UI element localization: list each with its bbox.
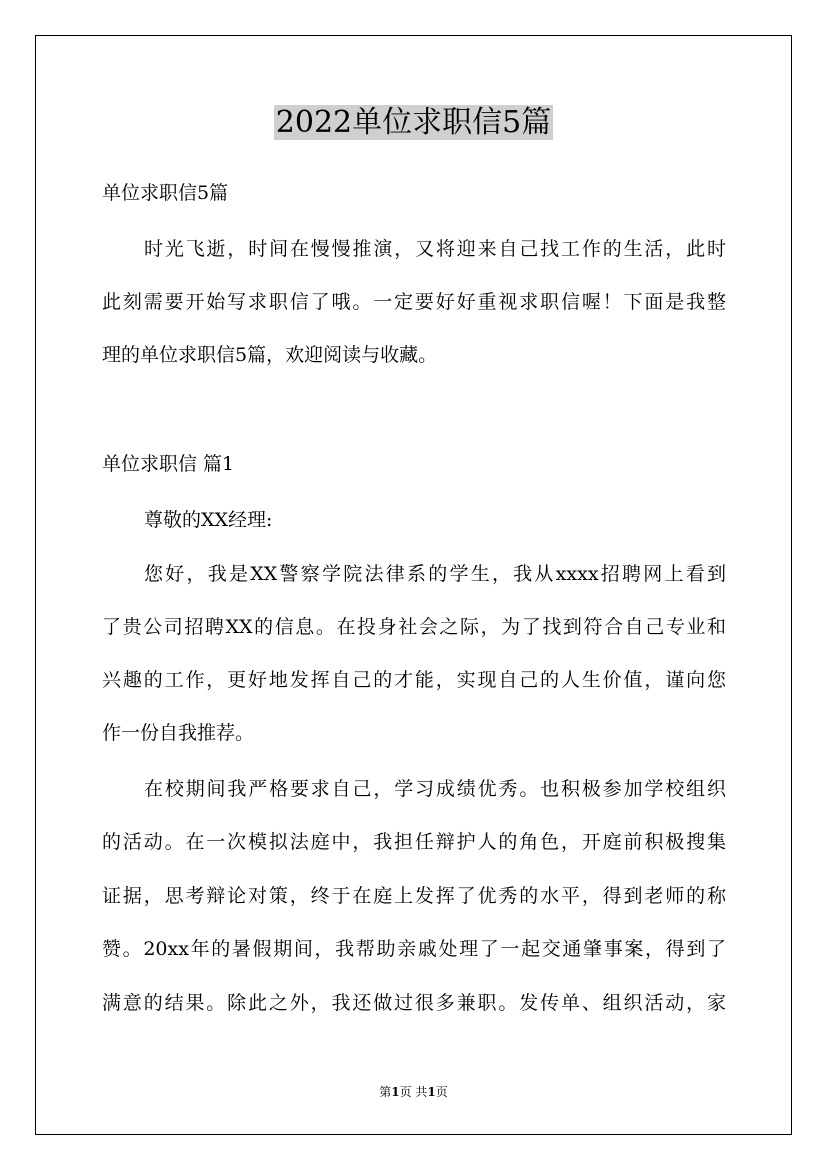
body-line: 作一份自我推荐。 [102,722,255,744]
current-page-number: 1 [391,1085,400,1099]
body-line: 您好，我是XX警察学院法律系的学生，我从xxxx招聘网上看到 [144,563,726,585]
page-footer [0,1084,827,1100]
subtitle: 单位求职信5篇 [102,182,229,204]
title-highlight: 2022单位求职信5篇 [275,105,552,140]
intro-line: 理的单位求职信5篇，欢迎阅读与收藏。 [102,344,438,366]
footer-mid: 页 共 [399,1085,428,1099]
section-heading: 单位求职信 篇1 [102,453,235,475]
total-page-number: 1 [427,1085,436,1099]
footer-prefix: 第 [379,1085,392,1099]
body-line: 证据，思考辩论对策，终于在庭上发挥了优秀的水平，得到老师的称 [102,885,726,907]
footer-suffix: 页 [435,1085,448,1099]
intro-line: 时光飞逝，时间在慢慢推演，又将迎来自己找工作的生活，此时 [144,238,726,260]
body-line: 满意的结果。除此之外，我还做过很多兼职。发传单、组织活动，家 [102,992,726,1014]
body-line: 的活动。在一次模拟法庭中，我担任辩护人的角色，开庭前积极搜集 [102,831,726,853]
document-title [0,102,827,144]
body-line: 赞。20xx年的暑假期间，我帮助亲戚处理了一起交通肇事案，得到了 [102,938,726,960]
body-line: 在校期间我严格要求自己，学习成绩优秀。也积极参加学校组织 [144,778,726,800]
salutation: 尊敬的XX经理: [144,509,273,531]
body-line: 了贵公司招聘XX的信息。在投身社会之际，为了找到符合自己专业和 [102,616,726,638]
intro-line: 此刻需要开始写求职信了哦。一定要好好重视求职信喔！下面是我整 [102,291,726,313]
body-line: 兴趣的工作，更好地发挥自己的才能，实现自己的人生价值，谨向您 [102,669,726,691]
